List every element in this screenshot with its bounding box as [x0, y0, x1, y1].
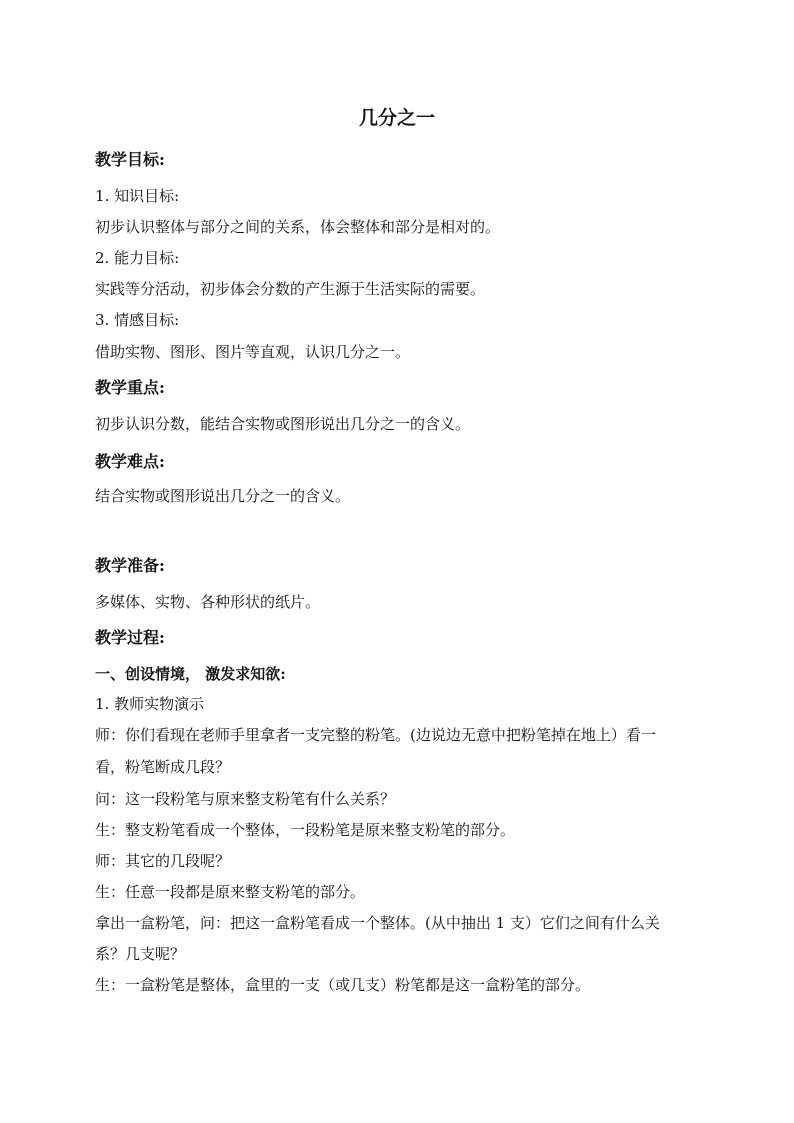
paragraph-2: 问：这一段粉笔与原来整支粉笔有什么关系？	[95, 790, 396, 808]
objective-3-text: 借助实物、图形、图片等直观，认识几分之一。	[95, 343, 411, 361]
preparation-text: 多媒体、实物、各种形状的纸片。	[95, 593, 321, 611]
paragraph-1-line-2: 看，粉笔断成几段？	[95, 758, 231, 776]
objective-2-text: 实践等分活动，初步体会分数的产生源于生活实际的需要。	[95, 280, 486, 298]
heading-objectives: 教学目标:	[95, 150, 165, 169]
paragraph-6-line-2: 系？几支呢？	[95, 945, 186, 963]
objective-3-label: 3. 情感目标:	[95, 311, 180, 329]
heading-preparation: 教学准备:	[95, 556, 165, 575]
difficult-points-text: 结合实物或图形说出几分之一的含义。	[95, 487, 351, 505]
heading-difficult-points: 教学难点:	[95, 452, 165, 471]
paragraph-7: 生：一盒粉笔是整体，盒里的一支（或几支）粉笔都是这一盒粉笔的部分。	[95, 976, 591, 994]
heading-process: 教学过程:	[95, 628, 165, 647]
heading-key-points: 教学重点:	[95, 378, 165, 397]
document-title: 几分之一	[358, 107, 435, 129]
objective-1-text: 初步认识整体与部分之间的关系，体会整体和部分是相对的。	[95, 218, 501, 236]
objective-2-label: 2. 能力目标:	[95, 249, 180, 267]
paragraph-4: 师：其它的几段呢？	[95, 852, 231, 870]
paragraph-1-line-1: 师：你们看现在老师手里拿者一支完整的粉笔。(边说边无意中把粉笔掉在地上）看一	[95, 726, 656, 744]
section-1-title: 一、创设情境， 激发求知欲:	[95, 665, 286, 683]
step-1: 1. 教师实物演示	[95, 695, 205, 713]
key-points-text: 初步认识分数，能结合实物或图形说出几分之一的含义。	[95, 415, 471, 433]
paragraph-5: 生：任意一段都是原来整支粉笔的部分。	[95, 883, 366, 901]
paragraph-6-line-1: 拿出一盒粉笔，问：把这一盒粉笔看成一个整体。(从中抽出 1 支）它们之间有什么关	[95, 914, 660, 932]
objective-1-label: 1. 知识目标:	[95, 187, 180, 205]
paragraph-3: 生：整支粉笔看成一个整体，一段粉笔是原来整支粉笔的部分。	[95, 821, 516, 839]
